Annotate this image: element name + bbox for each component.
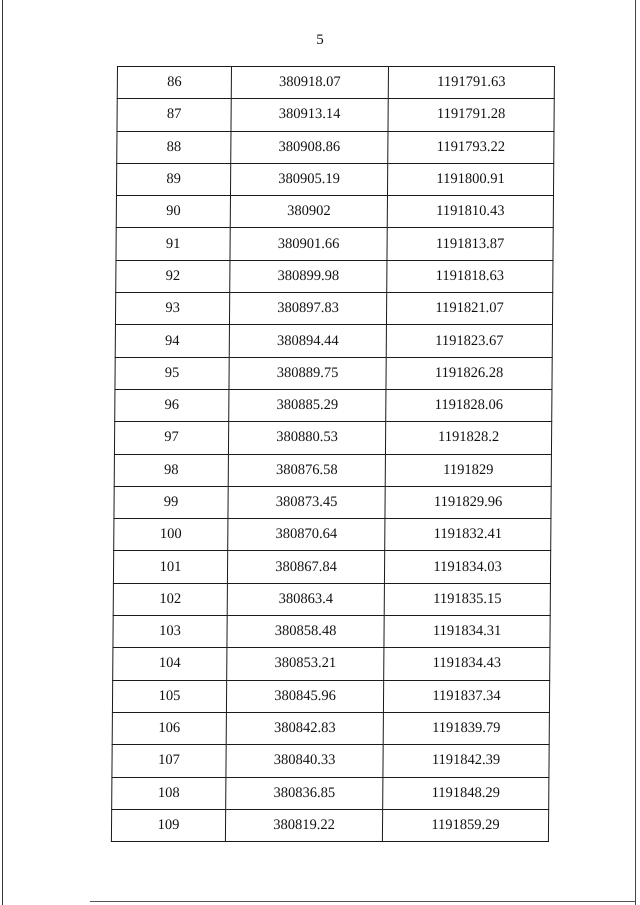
table-row	[112, 777, 549, 809]
x-coordinate-cell: 380897.83	[229, 293, 386, 325]
x-coordinate-cell: 380908.86	[231, 131, 388, 163]
point-number-cell: 98	[114, 454, 228, 486]
x-coordinate-cell: 380902	[230, 196, 387, 228]
table-row	[112, 680, 549, 712]
y-coordinate-cell: 1191793.22	[388, 131, 554, 163]
point-number-cell: 101	[113, 551, 227, 583]
table-row	[113, 551, 550, 583]
y-coordinate-cell: 1191826.28	[386, 357, 552, 389]
y-coordinate-cell: 1191835.15	[384, 583, 550, 615]
x-coordinate-cell: 380870.64	[228, 519, 385, 551]
point-number-cell: 97	[114, 422, 228, 454]
table-row	[112, 745, 549, 777]
table-row	[114, 519, 551, 551]
point-number-cell: 105	[112, 680, 226, 712]
coordinate-table-container	[111, 66, 554, 842]
x-coordinate-cell: 380845.96	[226, 680, 383, 712]
y-coordinate-cell: 1191829	[385, 454, 551, 486]
x-coordinate-cell: 380885.29	[229, 389, 386, 421]
point-number-cell: 88	[117, 131, 231, 163]
table-row	[113, 616, 550, 648]
table-row	[114, 422, 551, 454]
table-row	[116, 163, 553, 195]
y-coordinate-cell: 1191791.63	[388, 67, 554, 99]
point-number-cell: 109	[111, 809, 225, 841]
point-number-cell: 96	[115, 389, 229, 421]
table-row	[115, 293, 552, 325]
point-number-cell: 95	[115, 357, 229, 389]
table-row	[114, 486, 551, 518]
x-coordinate-cell: 380853.21	[227, 648, 384, 680]
point-number-cell: 94	[115, 325, 229, 357]
table-row	[115, 325, 552, 357]
page-edge-left	[2, 0, 3, 905]
coordinate-table-body	[111, 67, 554, 842]
point-number-cell: 106	[112, 712, 226, 744]
y-coordinate-cell: 1191859.29	[382, 809, 548, 841]
x-coordinate-cell: 380873.45	[228, 486, 385, 518]
table-row	[115, 389, 552, 421]
x-coordinate-cell: 380880.53	[228, 422, 385, 454]
x-coordinate-cell: 380858.48	[227, 616, 384, 648]
point-number-cell: 86	[117, 67, 231, 99]
point-number-cell: 107	[112, 745, 226, 777]
point-number-cell: 87	[117, 99, 231, 131]
table-row	[112, 712, 549, 744]
y-coordinate-cell: 1191829.96	[385, 486, 551, 518]
y-coordinate-cell: 1191848.29	[383, 777, 549, 809]
y-coordinate-cell: 1191834.31	[384, 616, 550, 648]
y-coordinate-cell: 1191832.41	[385, 519, 551, 551]
x-coordinate-cell: 380901.66	[230, 228, 387, 260]
point-number-cell: 90	[116, 196, 230, 228]
y-coordinate-cell: 1191834.03	[384, 551, 550, 583]
table-row	[115, 357, 552, 389]
page-edge-bottom	[90, 901, 636, 902]
table-row	[116, 228, 553, 260]
x-coordinate-cell: 380867.84	[227, 551, 384, 583]
x-coordinate-cell: 380836.85	[226, 777, 383, 809]
point-number-cell: 102	[113, 583, 227, 615]
y-coordinate-cell: 1191823.67	[386, 325, 552, 357]
point-number-cell: 104	[113, 648, 227, 680]
page-edge-right	[635, 0, 636, 905]
y-coordinate-cell: 1191810.43	[387, 196, 553, 228]
y-coordinate-cell: 1191839.79	[383, 712, 549, 744]
table-row	[117, 99, 554, 131]
point-number-cell: 103	[113, 616, 227, 648]
point-number-cell: 91	[116, 228, 230, 260]
x-coordinate-cell: 380840.33	[226, 745, 383, 777]
y-coordinate-cell: 1191791.28	[388, 99, 554, 131]
x-coordinate-cell: 380913.14	[231, 99, 388, 131]
point-number-cell: 93	[115, 293, 229, 325]
x-coordinate-cell: 380905.19	[230, 163, 387, 195]
y-coordinate-cell: 1191834.43	[384, 648, 550, 680]
point-number-cell: 99	[114, 486, 228, 518]
y-coordinate-cell: 1191813.87	[387, 228, 553, 260]
x-coordinate-cell: 380863.4	[227, 583, 384, 615]
x-coordinate-cell: 380842.83	[226, 712, 383, 744]
table-row	[117, 131, 554, 163]
point-number-cell: 92	[116, 260, 230, 292]
table-row	[113, 648, 550, 680]
table-row	[117, 67, 554, 99]
table-row	[114, 454, 551, 486]
x-coordinate-cell: 380894.44	[229, 325, 386, 357]
y-coordinate-cell: 1191828.06	[386, 389, 552, 421]
y-coordinate-cell: 1191821.07	[386, 293, 552, 325]
x-coordinate-cell: 380876.58	[228, 454, 385, 486]
coordinate-table	[111, 66, 555, 842]
point-number-cell: 89	[116, 163, 230, 195]
page-number: 5	[316, 32, 324, 48]
x-coordinate-cell: 380899.98	[230, 260, 387, 292]
table-row	[113, 583, 550, 615]
y-coordinate-cell: 1191828.2	[385, 422, 551, 454]
point-number-cell: 100	[114, 519, 228, 551]
table-row	[116, 196, 553, 228]
x-coordinate-cell: 380819.22	[225, 809, 382, 841]
y-coordinate-cell: 1191837.34	[383, 680, 549, 712]
y-coordinate-cell: 1191800.91	[387, 163, 553, 195]
y-coordinate-cell: 1191818.63	[387, 260, 553, 292]
y-coordinate-cell: 1191842.39	[383, 745, 549, 777]
table-row	[111, 809, 548, 841]
point-number-cell: 108	[112, 777, 226, 809]
table-row	[116, 260, 553, 292]
x-coordinate-cell: 380918.07	[231, 67, 388, 99]
x-coordinate-cell: 380889.75	[229, 357, 386, 389]
